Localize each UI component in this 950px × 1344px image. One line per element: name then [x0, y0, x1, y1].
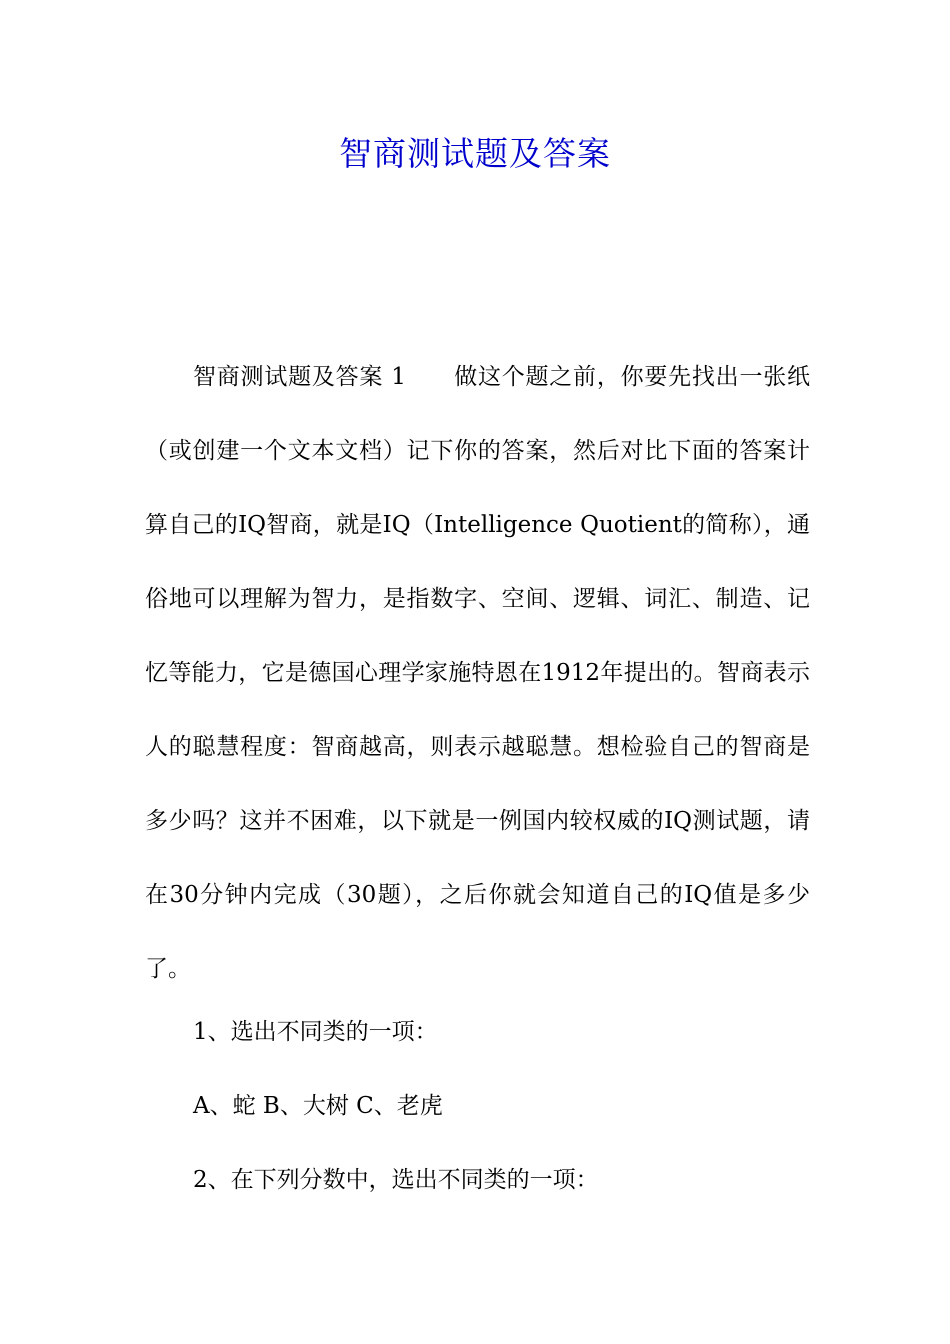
question-2-text: 2、在下列分数中，选出不同类的一项： — [193, 1167, 599, 1193]
document-title: 智商测试题及答案 — [339, 134, 611, 173]
intro-paragraph: 智商测试题及答案 1 做这个题之前，你要先找出一张纸（或创建一个文本文档）记下你的答案，然后对比下面的答案计算自己的IQ智商，就是IQ（Intelligence Quotient的简称），通俗地可以理解为智力，是指数字、空间、逻辑、词汇、制造、记 忆等能力，它是德国心理学家施特恩在1912年提出的。智商表示人的聪慧程度：智商越高，则表示越聪慧。想检验自己的智商是多少吗？这并不困难，以下就是一例国内较权威的IQ测试题，请在30分钟内完成（30题），之后你就会知道自己的IQ值是多少了。 — [145, 364, 810, 982]
question-1-options: A、蛇 B、大树 C、老虎 — [193, 1093, 443, 1119]
question-1-text: 1、选出不同类的一项： — [193, 1019, 438, 1045]
